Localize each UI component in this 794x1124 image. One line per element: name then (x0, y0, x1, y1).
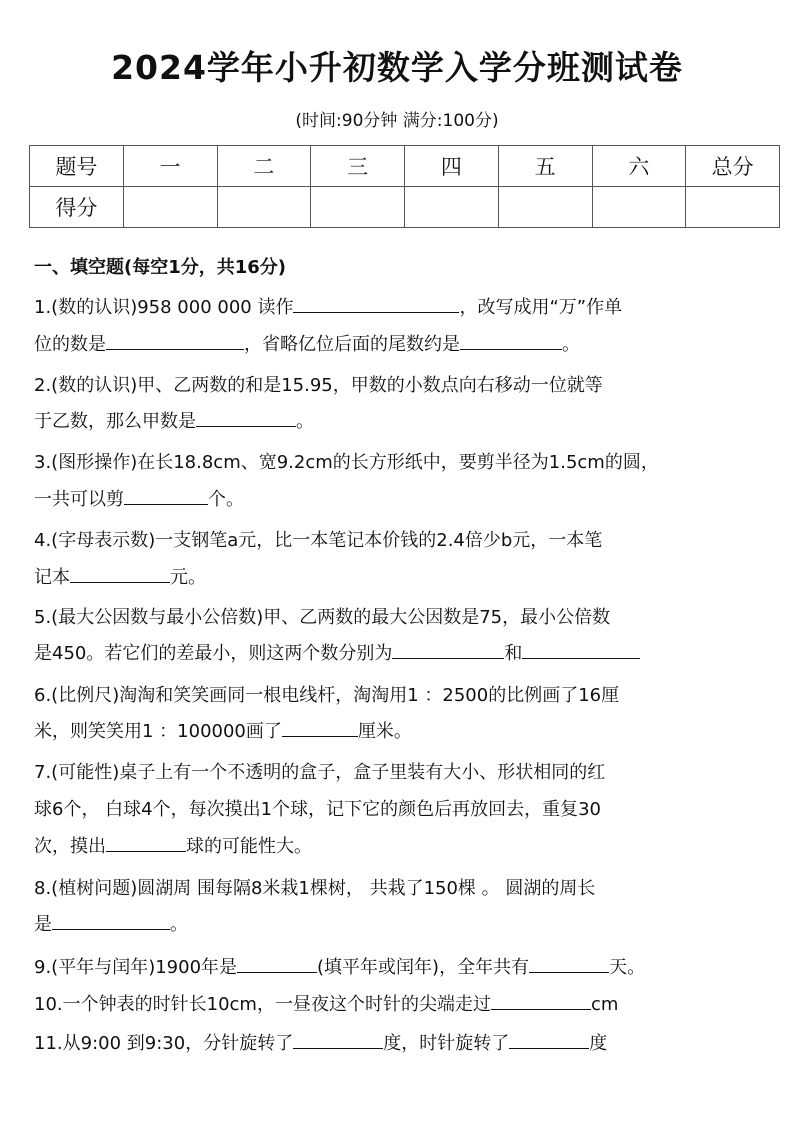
score-cell[interactable] (311, 187, 405, 228)
answer-blank[interactable] (522, 640, 640, 659)
question-text: 1.(数的认识)958 000 000 读作 (34, 297, 294, 318)
score-cell[interactable] (405, 187, 499, 228)
question-line (34, 526, 602, 552)
question-text: 。 (562, 334, 580, 355)
question-text: cm (590, 994, 619, 1015)
question-text: 。 (296, 411, 314, 432)
table-cell: 二 (217, 146, 311, 187)
question-line (34, 795, 601, 821)
answer-blank[interactable] (293, 1030, 383, 1049)
question-line (34, 639, 640, 665)
question-line (34, 563, 206, 589)
question-line (34, 448, 659, 474)
question-text: 11.从9:00 到9:30，分针旋转了 (34, 1033, 294, 1054)
answer-blank[interactable] (460, 331, 562, 350)
table-cell: 五 (498, 146, 592, 187)
question-text: 次，摸出 (34, 836, 106, 857)
answer-blank[interactable] (52, 911, 170, 930)
question-line (34, 485, 244, 511)
answer-blank[interactable] (237, 954, 317, 973)
question-line (34, 910, 188, 936)
question-text: 球6个， 白球4个，每次摸出1个球，记下它的颜色后再放回去，重复30 (34, 799, 601, 820)
question-text: ，省略亿位后面的尾数约是 (244, 334, 460, 355)
question-text: 厘米。 (357, 721, 412, 742)
answer-blank[interactable] (491, 991, 591, 1010)
question-text: 5.(最大公因数与最小公倍数)甲、乙两数的最大公因数是75，最小公倍数 (34, 607, 611, 628)
score-cell[interactable] (123, 187, 217, 228)
question-text: 度 (589, 1033, 608, 1054)
question-text: 2.(数的认识)甲、乙两数的和是15.95，甲数的小数点向右移动一位就等 (34, 375, 603, 396)
answer-blank[interactable] (392, 640, 504, 659)
question-text: 和 (504, 643, 523, 664)
question-line (34, 832, 312, 858)
table-cell: 一 (123, 146, 217, 187)
question-text: ，改写成用“万”作单 (459, 297, 623, 318)
answer-blank[interactable] (106, 331, 244, 350)
table-row (30, 187, 780, 228)
answer-blank[interactable] (529, 954, 609, 973)
table-cell: 得分 (30, 187, 124, 228)
answer-blank[interactable] (282, 718, 358, 737)
question-text: 元。 (170, 567, 206, 588)
question-text: 是 (34, 914, 52, 935)
answer-blank[interactable] (70, 564, 170, 583)
question-text: 。 (170, 914, 188, 935)
question-text: 天。 (609, 957, 646, 978)
question-text: 是450。若它们的差最小，则这两个数分别为 (34, 643, 393, 664)
question-text: 球的可能性大。 (186, 836, 312, 857)
question-text: 8.(植树问题)圆湖周 围每隔8米栽1棵树， 共栽了150棵 。 圆湖的周长 (34, 878, 596, 899)
question-text: 度，时针旋转了 (383, 1033, 510, 1054)
question-line (34, 293, 622, 319)
question-text: 3.(图形操作)在长18.8cm、宽9.2cm的长方形纸中，要剪半径为1.5cm的圆， (34, 452, 659, 473)
exam-info: (时间:90分钟 满分:100分) (295, 111, 499, 131)
score-cell[interactable] (217, 187, 311, 228)
question-text: (填平年或闰年)，全年共有 (317, 957, 530, 978)
answer-blank[interactable] (293, 294, 459, 313)
table-cell: 六 (592, 146, 686, 187)
question-text: 记本 (34, 567, 70, 588)
answer-blank[interactable] (124, 486, 208, 505)
question-text: 6.(比例尺)淘淘和笑笑画同一根电线杆，淘淘用1 ：2500的比例画了16厘 (34, 685, 620, 706)
score-cell[interactable] (592, 187, 686, 228)
table-cell: 总分 (686, 146, 780, 187)
question-line (34, 953, 645, 979)
question-line (34, 990, 618, 1016)
question-line (34, 330, 580, 356)
answer-blank[interactable] (509, 1030, 589, 1049)
question-text: 9.(平年与闰年)1900年是 (34, 957, 238, 978)
question-text: 一共可以剪 (34, 489, 124, 510)
question-line (34, 407, 314, 433)
table-cell: 三 (311, 146, 405, 187)
question-text: 于乙数，那么甲数是 (34, 411, 196, 432)
question-text: 10.一个钟表的时针长10cm，一昼夜这个时针的尖端走过 (34, 994, 491, 1015)
section-heading: 一、填空题(每空1分，共16分) (34, 257, 287, 278)
question-text: 个。 (208, 489, 244, 510)
table-cell: 四 (405, 146, 499, 187)
table-cell: 题号 (30, 146, 124, 187)
question-text: 米，则笑笑用1 ：100000画了 (34, 721, 282, 742)
question-text: 位的数是 (34, 334, 106, 355)
question-line (34, 1029, 607, 1055)
score-cell[interactable] (686, 187, 780, 228)
question-line (34, 874, 595, 900)
question-line (34, 371, 603, 397)
page-title: 2024学年小升初数学入学分班测试卷 (111, 48, 683, 87)
question-line (34, 681, 619, 707)
question-text: 7.(可能性)桌子上有一个不透明的盒子，盒子里装有大小、形状相同的红 (34, 762, 606, 783)
question-line (34, 717, 412, 743)
score-cell[interactable] (498, 187, 592, 228)
question-text: 4.(字母表示数)一支钢笔a元，比一本笔记本价钱的2.4倍少b元，一本笔 (34, 530, 603, 551)
answer-blank[interactable] (106, 833, 186, 852)
answer-blank[interactable] (196, 408, 296, 427)
question-line (34, 758, 605, 784)
question-line (34, 603, 610, 629)
table-row (30, 146, 780, 187)
score-table (29, 145, 780, 228)
